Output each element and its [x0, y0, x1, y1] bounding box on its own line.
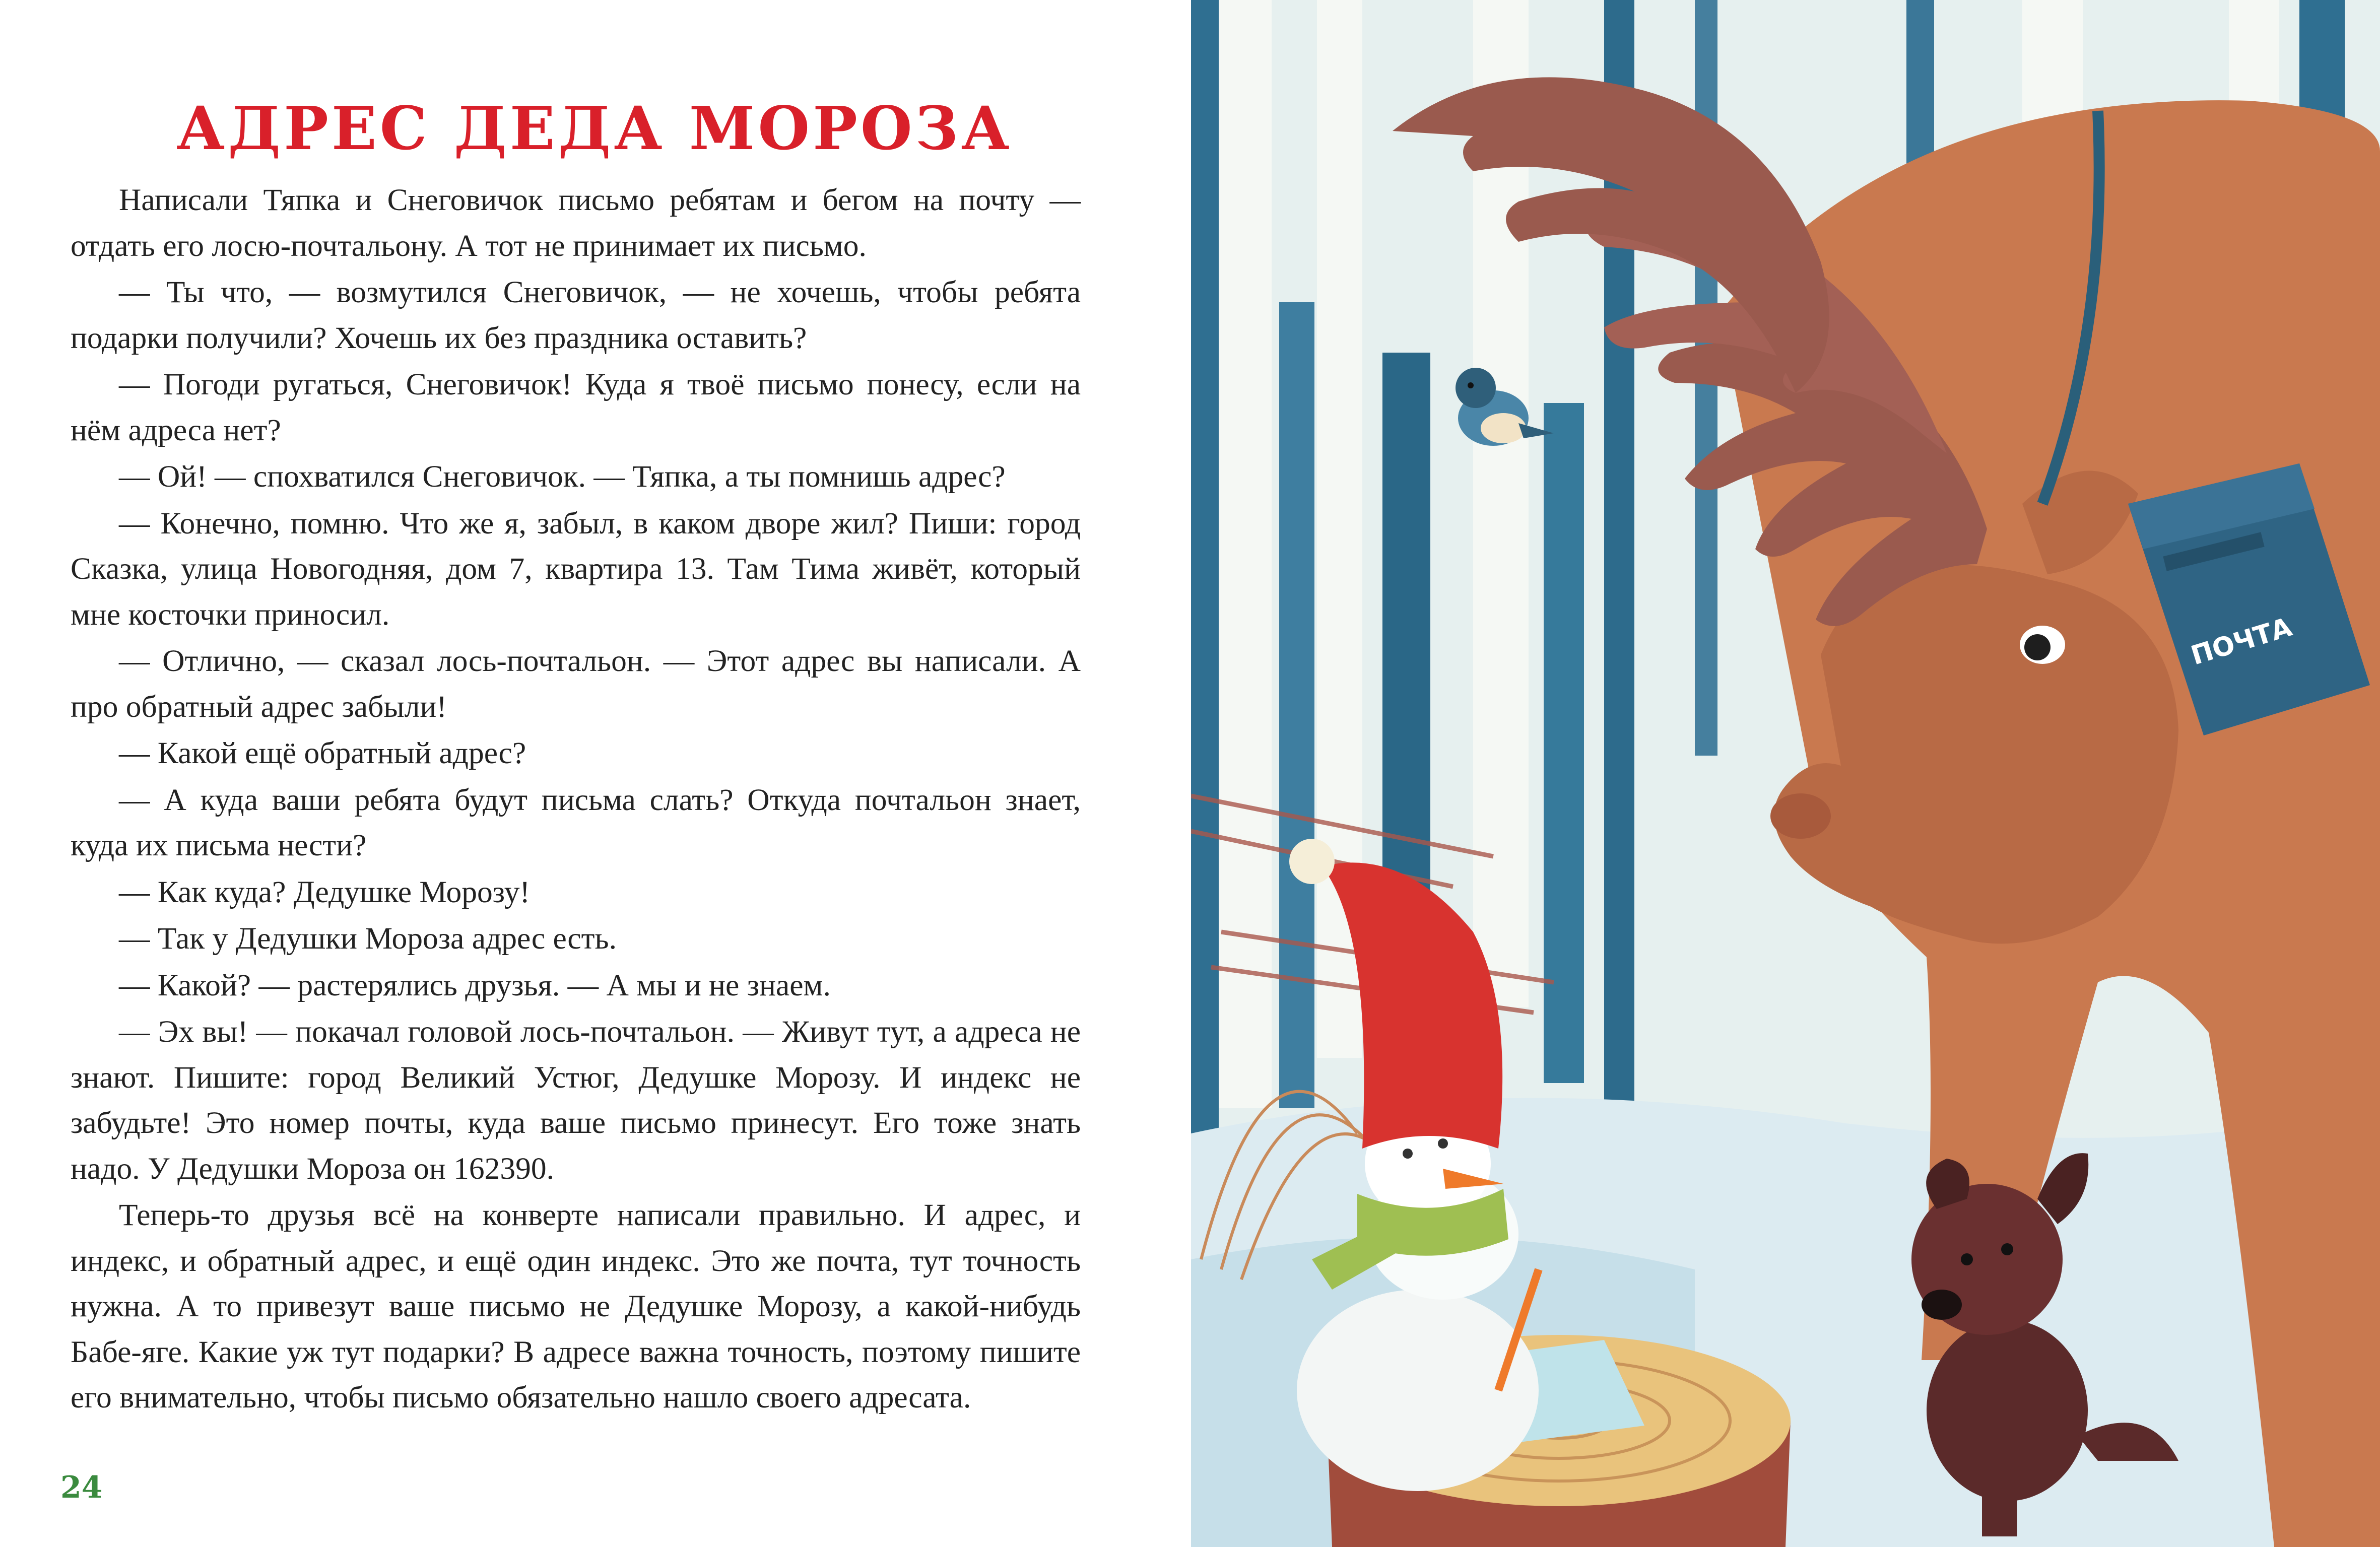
paragraph: — А куда ваши ребята будут письма слать? Откуда почтальон знает, куда их письма нести?: [71, 782, 1081, 862]
page-title: АДРЕС ДЕДА МОРОЗА: [176, 93, 1013, 163]
paragraph: — Отлично, — сказал лось-почтальон. — Этот адрес вы написали. А про обратный адрес забыли!: [71, 644, 1081, 724]
paragraph: Написали Тяпка и Снеговичок письмо ребятам и бегом на почту — отдать его лосю-почтальону. А тот не принимает их письмо.: [71, 183, 1081, 263]
story-text: [71, 177, 1081, 1422]
paragraph: Теперь-то друзья всё на конверте написали правильно. И адрес, и индекс, и обратный адрес, и ещё один индекс. Это же почта, тут точность нужна. А то привезут ваше письмо не Дедушке Морозу, а какой-нибудь Бабе-яге. Какие уж тут подарки? В адресе важна точность, поэтому пишите его внимательно, чтобы письмо обязательно нашло своего адресата.: [71, 1198, 1081, 1415]
page-number: 24: [60, 1470, 103, 1505]
paragraph: — Какой? — растерялись друзья. — А мы и не знаем.: [119, 968, 831, 1002]
paragraph: — Конечно, помню. Что же я, забыл, в каком дворе жил? Пиши: город Сказка, улица Новогодняя, дом 7, квартира 13. Там Тима живёт, который мне косточки приносил.: [71, 506, 1081, 632]
mailbag-label: ПОЧТА: [2188, 612, 2296, 671]
left-page: [0, 0, 1189, 1547]
illustration-page: [1191, 0, 2380, 1547]
paragraph: — Погоди ругаться, Снеговичок! Куда я твоё письмо понесу, если на нём адреса нет?: [71, 367, 1081, 447]
paragraph: — Так у Дедушки Мороза адрес есть.: [119, 921, 617, 956]
paragraph: — Как куда? Дедушке Морозу!: [119, 875, 531, 909]
paragraph: — Эх вы! — покачал головой лось-почтальон. — Живут тут, а адреса не знают. Пишите: город Великий Устюг, Дедушке Морозу. И индекс не забудьте! Это номер почты, куда ваше письмо принесут. Его тоже знать надо. У Дедушки Мороза он 162390.: [71, 1015, 1081, 1186]
moose-illustration: [1191, 0, 2380, 1547]
moose-nose: [1770, 793, 1831, 839]
paragraph: — Ой! — спохватился Снеговичок. — Тяпка, а ты помнишь адрес?: [119, 459, 1006, 494]
paragraph: — Какой ещё обратный адрес?: [119, 736, 526, 770]
paragraph: — Ты что, — возмутился Снеговичок, — не хочешь, чтобы ребята подарки получили? Хочешь их без праздника оставить?: [71, 275, 1081, 355]
